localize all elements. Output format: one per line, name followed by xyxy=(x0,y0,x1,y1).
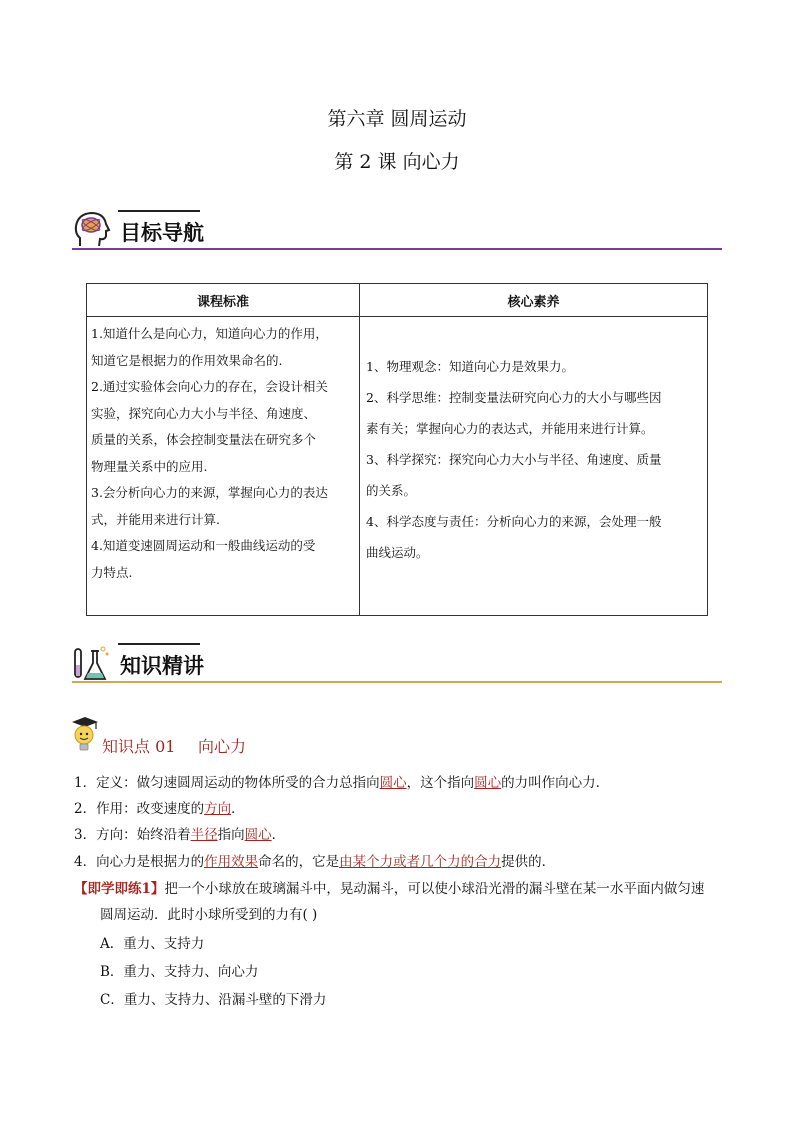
answer-blank: 圆心 xyxy=(379,775,407,791)
chapter-title: 第六章 圆周运动 xyxy=(327,108,467,130)
literacy-line: 3、科学探究：探究向心力大小与半径、角速度、质量 xyxy=(366,452,662,467)
standard-line: 质量的关系，体会控制变量法在研究多个 xyxy=(91,432,317,447)
standard-line: 知道它是根据力的作用效果命名的. xyxy=(91,352,283,368)
exercise-tag: 【即学即练1】 xyxy=(74,881,165,897)
literacy-line: 的关系。 xyxy=(366,483,417,498)
standard-line: 3.会分析向心力的来源，掌握向心力的表达 xyxy=(91,485,328,500)
lesson-title: 第 2 课 向心力 xyxy=(334,151,460,173)
head-brain-icon xyxy=(72,210,112,250)
literacy-line: 2、科学思维：控制变量法研究向心力的大小与哪些因 xyxy=(366,390,662,405)
answer-blank: 方向 xyxy=(204,801,232,817)
section-title-goals: 目标导航 xyxy=(120,221,204,245)
knowledge-point-number: 知识点 01 xyxy=(102,737,176,756)
literacy-line: 素有关；掌握向心力的表达式，并能用来进行计算。 xyxy=(366,421,654,436)
standard-line: 物理量关系中的应用. xyxy=(91,458,208,474)
knowledge-point-title: 向心力 xyxy=(198,737,247,756)
standard-line: 4.知道变速圆周运动和一般曲线运动的受 xyxy=(91,538,316,553)
table-header-literacy: 核心素养 xyxy=(360,284,708,317)
standard-line: 力特点. xyxy=(91,564,133,580)
standard-line: 式，并能用来进行计算. xyxy=(91,511,220,527)
literacy-line: 曲线运动。 xyxy=(366,545,429,560)
exercise-question: 【即学即练1】把一个小球放在玻璃漏斗中，晃动漏斗，可以使小球沿光滑的漏斗壁在某一水平面内做匀速 xyxy=(74,881,705,897)
table-header-standards: 课程标准 xyxy=(87,284,360,317)
exercise-question-continued: 圆周运动．此时小球所受到的力有( ) xyxy=(100,907,318,923)
section-title-knowledge: 知识精讲 xyxy=(120,654,204,678)
literacy-cell xyxy=(360,317,708,616)
literacy-line: 4、科学态度与责任：分析向心力的来源，会处理一般 xyxy=(366,514,662,529)
source-item: 4．向心力是根据力的作用效果命名的，它是由某个力或者几个力的合力提供的． xyxy=(74,854,556,870)
answer-blank: 圆心 xyxy=(474,775,502,791)
answer-blank: 由某个力或者几个力的合力 xyxy=(339,854,502,870)
literacy-line: 1、物理观念：知道向心力是效果力。 xyxy=(366,359,574,374)
answer-blank: 半径 xyxy=(190,827,218,843)
option-b: B．重力、支持力、向心力 xyxy=(100,964,259,980)
standard-line: 2.通过实验体会向心力的存在，会设计相关 xyxy=(91,379,328,394)
option-c: C．重力、支持力、沿漏斗壁的下滑力 xyxy=(100,992,327,1008)
option-a: A．重力、支持力 xyxy=(100,936,205,952)
section-header-knowledge xyxy=(72,643,722,683)
knowledge-point-header xyxy=(70,716,370,756)
standards-cell xyxy=(87,317,360,616)
direction-item: 3．方向：始终沿着半径指向圆心． xyxy=(74,827,286,843)
section-header-goals xyxy=(72,210,722,250)
definition-item: 1．定义：做匀速圆周运动的物体所受的合力总指向圆心，这个指向圆心的力叫作向心力． xyxy=(74,775,610,791)
bulb-graduate-icon xyxy=(70,716,100,752)
lab-flask-icon xyxy=(72,643,112,683)
standard-line: 实验，探究向心力大小与半径、角速度、 xyxy=(91,405,317,421)
answer-blank: 作用效果 xyxy=(204,854,259,870)
answer-blank: 圆心 xyxy=(244,827,272,843)
standard-line: 1.知道什么是向心力，知道向心力的作用， xyxy=(91,326,328,341)
standards-table xyxy=(86,283,708,616)
function-item: 2．作用：改变速度的方向． xyxy=(74,801,245,817)
